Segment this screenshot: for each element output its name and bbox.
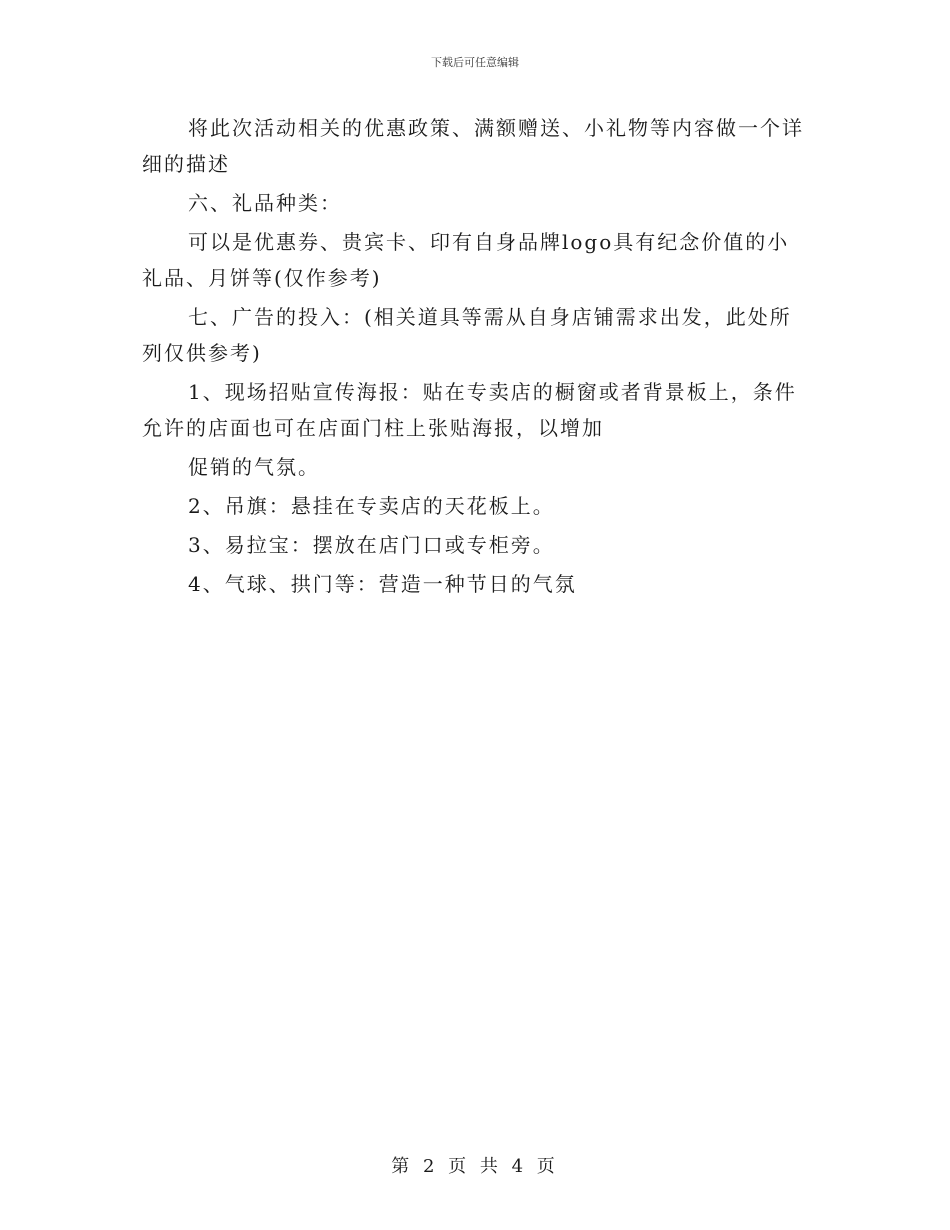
list-item-balloons-arches: 4、气球、拱门等：营造一种节日的气氛 — [188, 572, 577, 596]
list-item-hanging-flags: 2、吊旗：悬挂在专卖店的天花板上。 — [188, 494, 555, 518]
section-heading-gift-types: 六、礼品种类： — [188, 191, 342, 215]
paragraph-promo-description: 将此次活动相关的优惠政策、满额赠送、小礼物等内容做一个详细的描述 — [142, 116, 804, 176]
page-number-footer: 第 2 页 共 4 页 — [391, 1156, 559, 1177]
section-heading-advertising: 七、广告的投入：(相关道具等需从自身店铺需求出发，此处所列仅供参考) — [142, 305, 792, 365]
paragraph-gift-types: 可以是优惠券、贵宾卡、印有自身品牌logo具有纪念价值的小礼品、月饼等(仅作参考) — [142, 230, 790, 290]
document-body — [142, 110, 808, 605]
list-item-posters: 1、现场招贴宣传海报：贴在专卖店的橱窗或者背景板上，条件允许的店面也可在店面门柱上张贴海报，以增加 — [142, 380, 797, 440]
list-item-posters-continued: 促销的气氛。 — [188, 455, 320, 479]
list-item-rollup-banner: 3、易拉宝：摆放在店门口或专柜旁。 — [188, 533, 555, 557]
page-header-note: 下载后可任意编辑 — [431, 56, 519, 69]
